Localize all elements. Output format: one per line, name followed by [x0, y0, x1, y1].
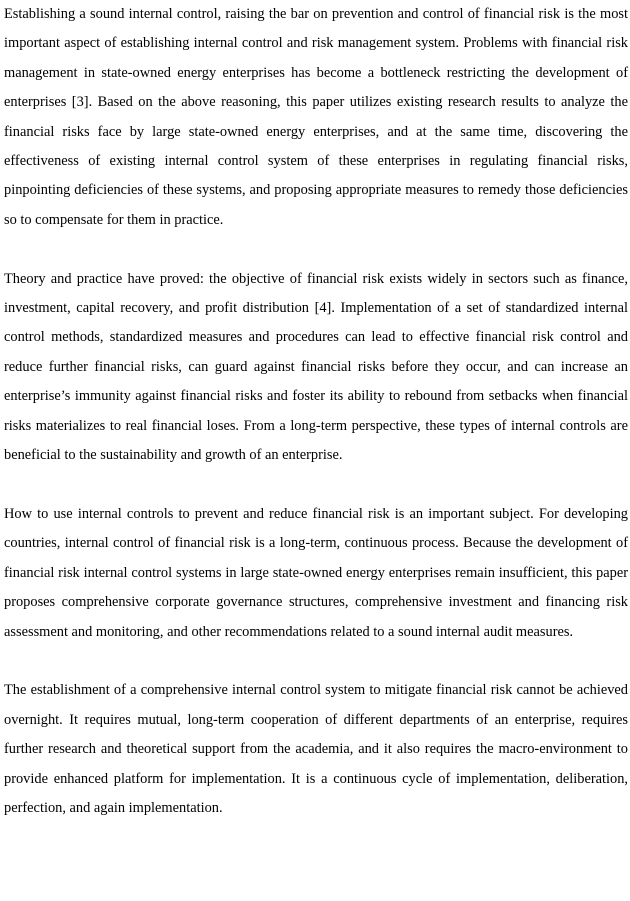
paragraph-3: How to use internal controls to prevent and reduce financial risk is an important subject. For developing countries, internal control of financial risk is a long-term, continuous process. Because the development of financial risk internal control systems in large state-owned energy enterprises remain insufficient, this paper proposes comprehensive corporate governance structures, comprehensive investment and financing risk assessment and monitoring, and other recommendations related to a sound internal audit measures. [4, 505, 628, 640]
paragraph-2: Theory and practice have proved: the objective of financial risk exists widely in sectors such as finance, investment, capital recovery, and profit distribution [4]. Implementation of a set of standardized internal control methods, standardized measures and procedures can lead to effective financial risk control and reduce further financial risks, can guard against financial risks before they occur, and can increase an enterprise’s immunity against financial risks and foster its ability to rebound from setbacks when financial risks materializes to real financial loses. From a long-term perspective, these types of internal controls are beneficial to the sustainability and growth of an enterprise. [4, 270, 628, 464]
paragraph-4: The establishment of a comprehensive internal control system to mitigate financial risk cannot be achieved overnight. It requires mutual, long-term cooperation of different departments of an enterprise, requires further research and theoretical support from the academia, and it also requires the macro-environment to provide enhanced platform for implementation. It is a continuous cycle of implementation, deliberation, perfection, and again implementation. [4, 682, 628, 816]
paragraph-1: Establishing a sound internal control, raising the bar on prevention and control of financial risk is the most important aspect of establishing internal control and risk management system. Problems with financial risk management in state-owned energy enterprises has become a bottleneck restricting the development of enterprises [3]. Based on the above reasoning, this paper utilizes existing research results to analyze the financial risks face by large state-owned energy enterprises, and at the same time, discovering the effectiveness of existing internal control system of these enterprises in regulating financial risks, pinpointing deficiencies of these systems, and proposing appropriate measures to remedy those deficiencies so to compensate for them in practice. [4, 6, 628, 228]
